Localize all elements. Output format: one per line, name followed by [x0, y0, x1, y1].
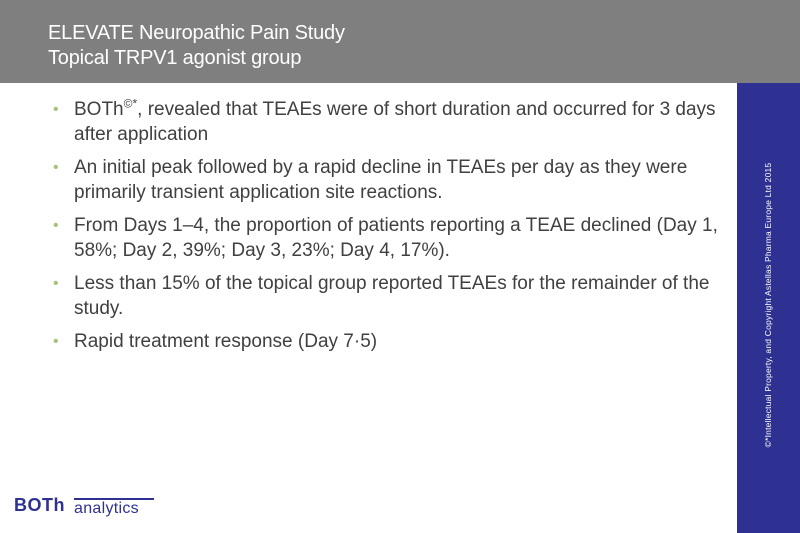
copyright-notice: ©*Intellectual Property, and Copyright Astellas Pharma Europe Ltd 2015 — [763, 162, 773, 448]
bullet-text: From Days 1–4, the proportion of patients reporting a TEAE declined (Day 1, 58%; Day 2, 39%; Day 3, 23%; Day 4, 17%). — [74, 215, 718, 261]
bullet-dot-icon: • — [53, 217, 59, 234]
bullet-lead: BOTh — [74, 99, 124, 120]
title-line-1: ELEVATE Neuropathic Pain Study — [48, 22, 345, 44]
bullet-text: Rapid treatment response (Day 7·5) — [74, 331, 378, 352]
bullet-item — [50, 155, 730, 205]
bullet-dot-icon: • — [53, 275, 59, 292]
bullet-superscript: ©* — [123, 96, 138, 111]
bullet-text: An initial peak followed by a rapid decline in TEAEs per day as they were primarily transient application site reactions. — [74, 157, 688, 203]
slide-title — [48, 21, 345, 71]
bullet-item — [50, 97, 730, 147]
bullet-item — [50, 329, 730, 354]
title-line-2: Topical TRPV1 agonist group — [48, 47, 302, 69]
bullet-dot-icon: • — [53, 101, 59, 118]
bullet-item — [50, 213, 730, 263]
bullet-text: , revealed that TEAEs were of short duration and occurred for 3 days after application — [74, 99, 716, 145]
bullet-item — [50, 271, 730, 321]
logo-part-both: BOTh — [14, 495, 65, 515]
bullet-text: Less than 15% of the topical group reported TEAEs for the remainder of the study. — [74, 273, 710, 319]
slide-header — [0, 0, 800, 83]
bullet-dot-icon: • — [53, 333, 59, 350]
bullet-dot-icon: • — [53, 159, 59, 176]
company-logo — [14, 495, 164, 525]
logo-part-analytics: analytics — [74, 500, 139, 517]
bullet-list — [50, 97, 730, 362]
